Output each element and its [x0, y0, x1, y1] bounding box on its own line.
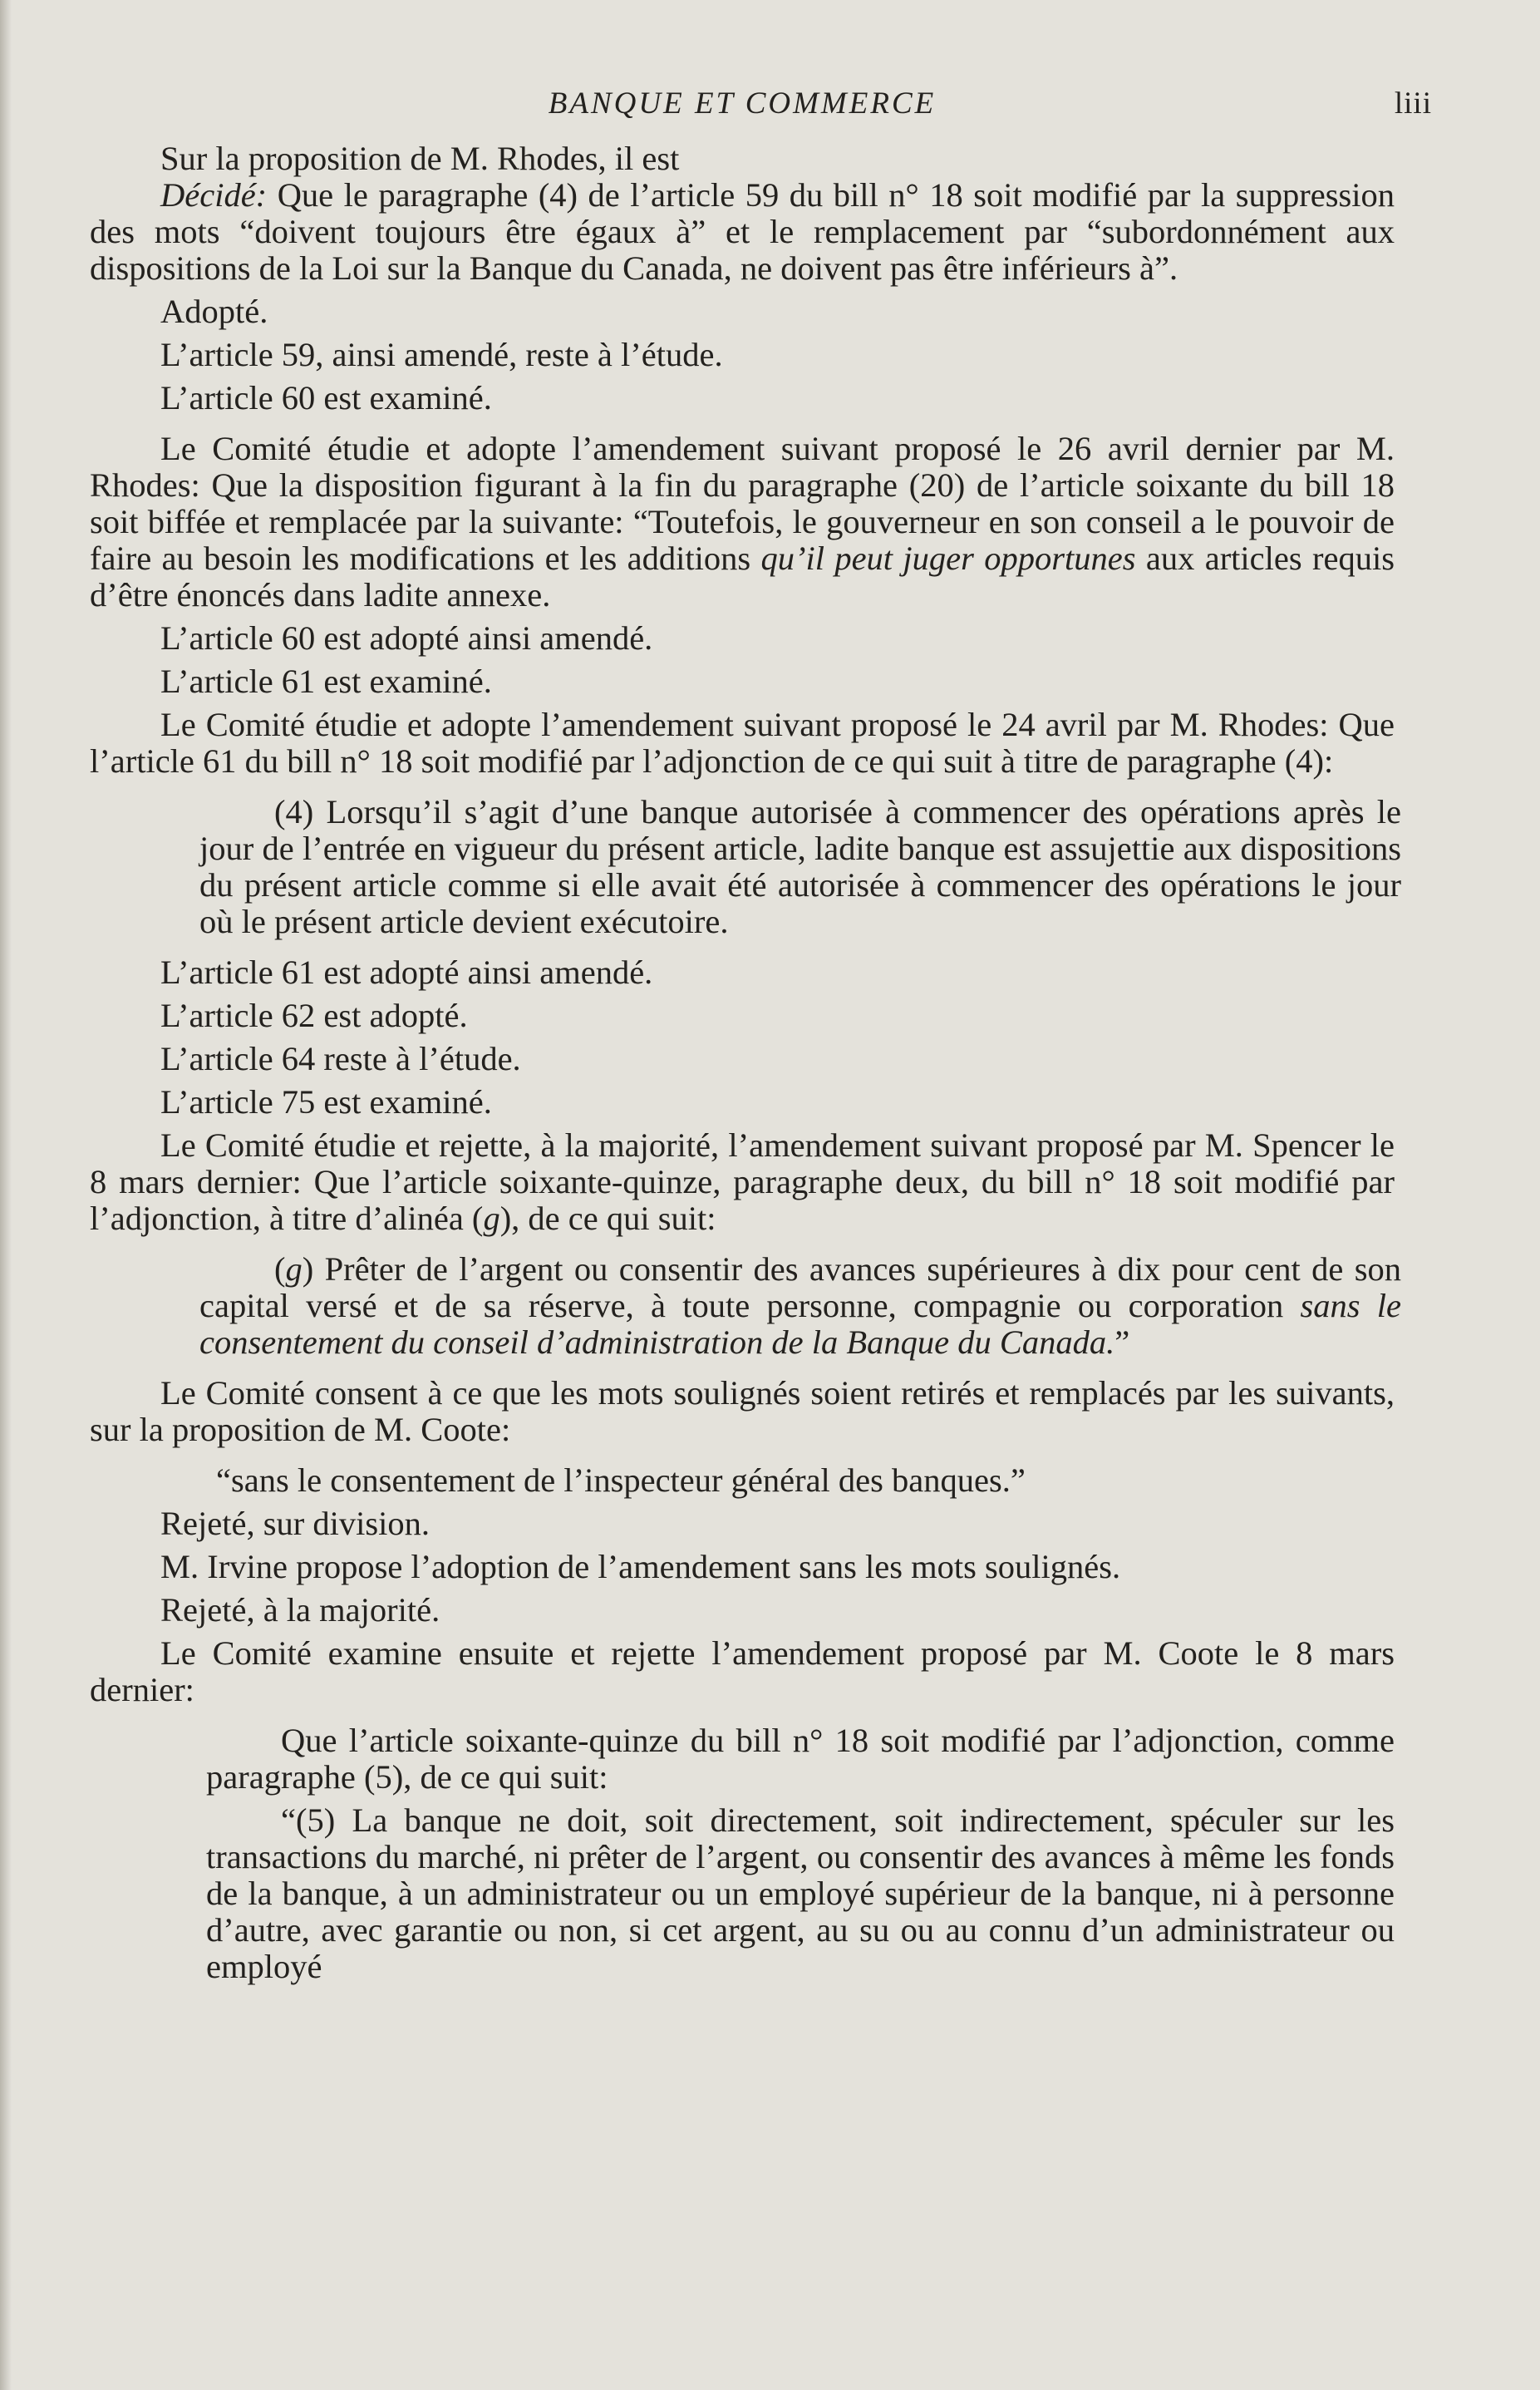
paragraph: L’article 61 est examiné. — [160, 663, 492, 700]
paragraph — [90, 177, 1395, 287]
quoted-replacement: “sans le consentement de l’inspecteur général des banques.” — [216, 1461, 1026, 1499]
paragraph: Rejeté, sur division. — [160, 1505, 430, 1542]
quoted-amendment: Que l’article soixante-quinze du bill n° 18 soit modifié par l’adjonction, comme paragraphe (5), de ce qui suit: — [206, 1722, 1395, 1796]
running-header — [90, 79, 1432, 129]
paragraph: Le Comité étudie et rejette, à la majorité, l’amendement suivant proposé par M. Spencer le 8 mars dernier: Que l’article soixante-quinze, paragraphe deux, du bill n° 18 soit modifié par l’adjonction, à titre d’alinéa (g), de ce qui suit: — [90, 1126, 1395, 1237]
quoted-amendment: (g) Prêter de l’argent ou consentir des avances supérieures à dix pour cent de son capital versé et de sa réserve, à toute personne, compagnie ou corporation sans le consentement du conseil d’administration de la Banque du Canada.” — [199, 1250, 1401, 1361]
paragraph: Le Comité consent à ce que les mots soulignés soient retirés et remplacés par les suivants, sur la proposition de M. Coote: — [90, 1374, 1395, 1448]
paragraph: Le Comité examine ensuite et rejette l’amendement proposé par M. Coote le 8 mars dernier: — [90, 1634, 1395, 1708]
paragraph: Sur la proposition de M. Rhodes, il est — [160, 140, 680, 177]
paragraph: Le Comité étudie et adopte l’amendement suivant proposé le 26 avril dernier par M. Rhodes: Que la disposition figurant à la fin du paragraphe (20) de l’article soixante du bill 18 soit biffée et remplacée par la suivante: “Toutefois, le gouverneur en son conseil a le pouvoir de faire au besoin les modifications et les additions qu’il peut juger opportunes aux articles requis d’être énoncés dans ladite annexe. — [90, 430, 1395, 614]
paragraph: L’article 60 est adopté ainsi amendé. — [160, 619, 653, 657]
emphasis: qu’il peut juger opportunes — [760, 540, 1136, 577]
paragraph: L’article 59, ainsi amendé, reste à l’étude. — [160, 336, 723, 373]
page-number: liii — [1394, 86, 1432, 121]
underlined-words: sans le consentement du conseil d’administration de la Banque du Canada. — [199, 1287, 1401, 1361]
paragraph: L’article 64 reste à l’étude. — [160, 1040, 521, 1077]
decision-label: Décidé: — [160, 176, 268, 214]
paragraph: M. Irvine propose l’adoption de l’amendement sans les mots soulignés. — [160, 1548, 1121, 1585]
page-binding-edge — [0, 0, 12, 2390]
paragraph: Adopté. — [160, 293, 268, 330]
decision-text: Que le paragraphe (4) de l’article 59 du bill n° 18 soit modifié par la suppression des mots “doivent toujours être égaux à” et le remplacement par “subordonnément aux dispositions de la Loi sur la Banque du Canada, ne doivent pas être inférieurs à”. — [90, 176, 1395, 287]
paragraph: L’article 61 est adopté ainsi amendé. — [160, 954, 653, 991]
paragraph: Le Comité étudie et adopte l’amendement suivant proposé le 24 avril par M. Rhodes: Que l’article 61 du bill n° 18 soit modifié par l’adjonction de ce qui suit à titre de paragraphe (4): — [90, 706, 1395, 780]
quoted-amendment-text: “(5) La banque ne doit, soit directement, soit indirectement, spéculer sur les transactions du marché, ni prêter de l’argent, ou consentir des avances à même les fonds de la banque, à un administrateur ou un employé supérieur de la banque, ni à personne d’autre, avec garantie ou non, si cet argent, au su ou au connu d’un administrateur ou employé — [206, 1801, 1395, 1985]
running-title: BANQUE ET COMMERCE — [548, 86, 937, 121]
paragraph: Rejeté, à la majorité. — [160, 1591, 440, 1629]
paragraph: L’article 62 est adopté. — [160, 997, 468, 1034]
paragraph: L’article 75 est examiné. — [160, 1083, 492, 1121]
paragraph: L’article 60 est examiné. — [160, 379, 492, 416]
quoted-amendment: (4) Lorsqu’il s’agit d’une banque autorisée à commencer des opérations après le jour de l’entrée en vigueur du présent article, ladite banque est assujettie aux dispositions du présent article comme si elle avait été autorisée à commencer des opérations le jour où le présent article devient exécutoire. — [199, 793, 1401, 940]
